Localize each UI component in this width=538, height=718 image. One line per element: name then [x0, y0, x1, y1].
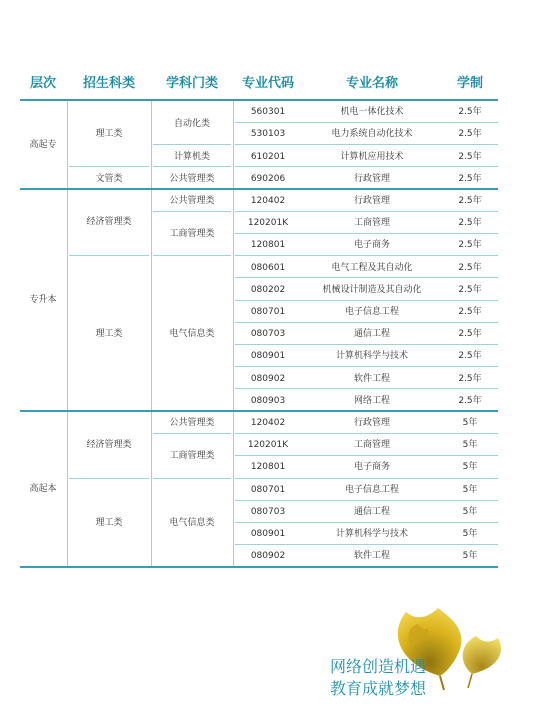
- header-level: 层次: [29, 76, 56, 91]
- row-rule: [235, 233, 498, 234]
- code-cell: 690206: [250, 174, 286, 184]
- code-cell: 080202: [250, 285, 286, 295]
- name-cell: 行政管理: [353, 418, 390, 428]
- discipline-cell: 自动化类: [173, 119, 210, 129]
- category-cell: 经济管理类: [86, 440, 132, 450]
- duration-cell: 2.5年: [458, 218, 482, 228]
- level-cell: 专升本: [29, 295, 57, 305]
- row-rule: [235, 211, 498, 212]
- duration-cell: 2.5年: [458, 329, 482, 339]
- row-rule: [235, 366, 498, 367]
- duration-cell: 2.5年: [458, 174, 482, 184]
- row-rule: [69, 255, 149, 256]
- code-cell: 080901: [250, 529, 286, 539]
- name-cell: 行政管理: [353, 196, 390, 206]
- header-category: 招生科类: [82, 76, 135, 91]
- duration-cell: 5年: [462, 507, 478, 517]
- row-rule: [235, 522, 498, 523]
- duration-cell: 2.5年: [458, 351, 482, 361]
- code-cell: 080703: [250, 329, 286, 339]
- row-rule: [235, 144, 498, 145]
- code-cell: 080902: [250, 551, 286, 561]
- row-rule: [69, 166, 149, 167]
- name-cell: 软件工程: [353, 374, 390, 384]
- row-rule: [235, 322, 498, 323]
- row-rule: [235, 544, 498, 545]
- row-rule: [153, 478, 231, 479]
- duration-cell: 2.5年: [458, 396, 482, 406]
- name-cell: 工商管理: [353, 440, 390, 450]
- name-cell: 通信工程: [353, 329, 390, 339]
- name-cell: 工商管理: [353, 218, 390, 228]
- duration-cell: 2.5年: [458, 307, 482, 317]
- section-rule: [20, 410, 498, 412]
- section-rule: [20, 188, 498, 190]
- discipline-cell: 电气信息类: [169, 518, 215, 528]
- code-cell: 080701: [250, 485, 286, 495]
- code-cell: 080701: [250, 307, 286, 317]
- name-cell: 电子信息工程: [344, 485, 399, 495]
- duration-cell: 2.5年: [458, 285, 482, 295]
- code-cell: 080902: [250, 374, 286, 384]
- row-rule: [153, 433, 231, 434]
- code-cell: 080601: [250, 263, 286, 273]
- discipline-cell: 计算机类: [173, 152, 210, 162]
- name-cell: 电力系统自动化技术: [331, 129, 413, 139]
- row-rule: [153, 211, 231, 212]
- row-rule: [235, 122, 498, 123]
- code-cell: 120402: [250, 196, 286, 206]
- row-rule: [235, 478, 498, 479]
- duration-cell: 2.5年: [458, 129, 482, 139]
- name-cell: 网络工程: [353, 396, 390, 406]
- row-rule: [235, 277, 498, 278]
- name-cell: 软件工程: [353, 551, 390, 561]
- row-rule: [235, 344, 498, 345]
- code-cell: 530103: [250, 129, 286, 139]
- discipline-cell: 公共管理类: [169, 174, 215, 184]
- code-cell: 120201K: [247, 440, 289, 450]
- duration-cell: 2.5年: [458, 196, 482, 206]
- row-rule: [153, 255, 231, 256]
- header-discipline: 学科门类: [165, 76, 218, 91]
- duration-cell: 2.5年: [458, 107, 482, 117]
- discipline-cell: 公共管理类: [169, 418, 215, 428]
- header-name: 专业名称: [345, 76, 398, 91]
- slogan-line-1: 网络创造机遇: [330, 657, 427, 676]
- name-cell: 行政管理: [353, 174, 390, 184]
- duration-cell: 2.5年: [458, 240, 482, 250]
- column-separator: [233, 100, 234, 568]
- name-cell: 计算机科学与技术: [335, 351, 408, 361]
- name-cell: 电子商务: [353, 240, 390, 250]
- category-cell: 文管类: [95, 174, 123, 184]
- slogan-line-2: 教育成就梦想: [330, 679, 427, 698]
- row-rule: [153, 166, 231, 167]
- row-rule: [235, 388, 498, 389]
- code-cell: 120201K: [247, 218, 289, 228]
- column-separator: [151, 100, 152, 568]
- row-rule: [235, 166, 498, 167]
- discipline-cell: 工商管理类: [169, 229, 215, 239]
- duration-cell: 2.5年: [458, 263, 482, 273]
- name-cell: 计算机应用技术: [340, 152, 404, 162]
- name-cell: 电气工程及其自动化: [331, 263, 413, 273]
- code-cell: 560301: [250, 107, 286, 117]
- name-cell: 通信工程: [353, 507, 390, 517]
- row-rule: [153, 144, 231, 145]
- category-cell: 理工类: [95, 329, 123, 339]
- duration-cell: 5年: [462, 462, 478, 472]
- level-cell: 高起本: [29, 484, 57, 494]
- category-cell: 经济管理类: [86, 217, 132, 227]
- duration-cell: 5年: [462, 485, 478, 495]
- duration-cell: 5年: [462, 551, 478, 561]
- discipline-cell: 公共管理类: [169, 196, 215, 206]
- row-rule: [69, 478, 149, 479]
- category-cell: 理工类: [95, 518, 123, 528]
- name-cell: 电子信息工程: [344, 307, 399, 317]
- duration-cell: 2.5年: [458, 152, 482, 162]
- category-cell: 理工类: [95, 129, 123, 139]
- level-cell: 高起专: [29, 140, 57, 150]
- code-cell: 610201: [250, 152, 286, 162]
- discipline-cell: 工商管理类: [169, 451, 215, 461]
- code-cell: 120402: [250, 418, 286, 428]
- table-bottom-rule: [20, 566, 498, 568]
- row-rule: [235, 300, 498, 301]
- code-cell: 080703: [250, 507, 286, 517]
- header-rule: [20, 99, 498, 101]
- duration-cell: 5年: [462, 418, 478, 428]
- duration-cell: 5年: [462, 440, 478, 450]
- duration-cell: 5年: [462, 529, 478, 539]
- code-cell: 080903: [250, 396, 286, 406]
- name-cell: 计算机科学与技术: [335, 529, 408, 539]
- code-cell: 080901: [250, 351, 286, 361]
- code-cell: 120801: [250, 462, 286, 472]
- header-duration: 学制: [456, 76, 483, 91]
- name-cell: 电子商务: [353, 462, 390, 472]
- row-rule: [235, 255, 498, 256]
- discipline-cell: 电气信息类: [169, 329, 215, 339]
- row-rule: [235, 455, 498, 456]
- column-separator: [67, 100, 68, 568]
- duration-cell: 2.5年: [458, 374, 482, 384]
- header-code: 专业代码: [241, 76, 294, 91]
- row-rule: [235, 500, 498, 501]
- row-rule: [235, 433, 498, 434]
- name-cell: 机械设计制造及其自动化: [322, 285, 422, 295]
- name-cell: 机电一体化技术: [340, 107, 404, 117]
- code-cell: 120801: [250, 240, 286, 250]
